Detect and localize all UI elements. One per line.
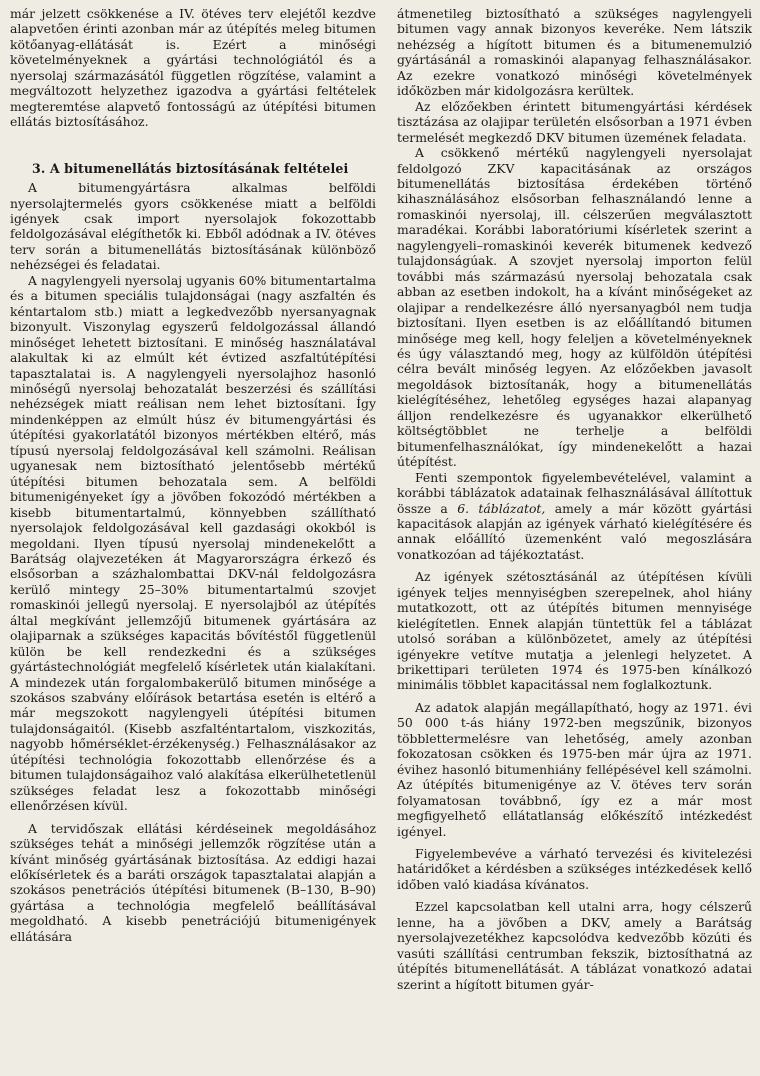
left-column xyxy=(10,6,376,944)
paragraph: A csökkenő mértékű nagylengyeli nyersolajat feldolgozó ZKV kapacitásának az országos bitumenellátás biztosítása érdekében történő kihasználásához elsősorban felhasználandó lenne a romaskinói nyersolaj, ill. célszerűen megválasztott maradékai. Korábbi laboratóriumi kísérletek szerint a nagylengyeli–romaskinói keverék bitumenek kedvező tulajdonságúak. A szovjet nyersolaj importon felül további más származású nyersolaj behozatala csak abban az esetben indokolt, ha a kívánt minőségeket az olajipar a rendelkezésre álló nyersanyagból nem tudja biztosítani. Ilyen esetben is az előállítandó bitumen minősége meg kell, hogy feleljen a követelményeknek és úgy választandó meg, hogy az külföldön útépítési célra bevált minőség legyen. Az előzőekben javasolt megoldások biztosítanák, hogy a bitumenellátás kielégítéséhez, lehetőleg egységes hazai alapanyag álljon rendelkezésre és ugyanakkor elkerülhető költségtöbblet ne terhelje a belföldi bitumenfelhasználókat, így mindenekelőtt a hazai útépítést. xyxy=(397,145,752,470)
intro-paragraph: már jelzett csökkenése a IV. ötéves terv elejétől kezdve alapvetően érinti azonban már az útépítés meleg bitumen kötőanyag-ellátását is. Ezért a minőségi követelményeknek a gyártási technológiától és a nyersolaj származásától független rögzítése, valamint a megváltozott helyzethez igazodva a gyártási feltételek megteremtése alapvető fontosságú az útépítési bitumen ellátás biztosításához. xyxy=(10,6,376,130)
paragraph: A nagylengyeli nyersolaj ugyanis 60% bitumentartalma és a bitumen speciális tulajdonságai (nagy aszfaltén és kéntartalom stb.) miatt a legkedvezőbb nyersanyagnak bizonyult. Viszonylag egyszerű feldolgozással állandó minőséget lehetett biztosítani. E minőség használatával alakultak ki az elmúlt két évtized aszfaltútépítési tapasztalatai is. A nagylengyeli nyersolajhoz hasonló minőségű nyersolaj behozatalát beszerzési és szállítási nehézségek miatt reálisan nem lehet biztosítani. Így mindenképpen az elmúlt húsz év bitumengyártási és útépítési gyakorlatától bizonyos mértékben eltérő, más típusú nyersolaj feldolgozásával kell számolni. Reálisan ugyanesak nem biztosítható jelentősebb mértékű útépítési bitumen behozatala sem. A belföldi bitumenigényeket így a jövőben fokozódó mértékben a kisebb bitumentartalmú, könnyebben szállítható nyersolajok feldolgozásával kell gazdasági okokból is megoldani. Ilyen típusú nyersolaj mindenekelőtt a Barátság olajvezetéken át Magyarországra érkező és elsősorban a százhalombattai DKV-nál feldolgozásra kerülő mintegy 25–30% bitumentartalmú szovjet romaskinói jellegű nyersolaj. E nyersolajból az útépítés által megkívánt jellemzőjű bitumenek gyártására az olajiparnak a szükséges kapacitás bővítéstől függetlenül külön be kell rendezkedni és a szükséges gyártástechnológiát megfelelő kísérletek után kialakítani. A mindezek után forgalombakerülő bitumen minősége a szokásos szabvány előírások betartása esetén is eltérő a már megszokott nagylengyeli útépítési bitumen tulajdonságaitól. (Kisebb aszfalténtartalom, viszkozitás, nagyobb hőmérséklet-érzékenység.) Felhasználásakor az útépítési technológia fokozottabb ellenőrzése és a bitumen tulajdonságaihoz való alakítása elkerülhetetlenül szükséges feladat lesz a fokozottabb minőségi ellenőrzésen kívül. xyxy=(10,272,376,814)
text-span: amely a már között gyártási kapacitások alapján az igények várható kielégítésére és annak előállító üzemenként való megoszlására vonatkozóan ad tájékoztatást. xyxy=(397,500,752,562)
paragraph: átmenetileg biztosítható a szükséges nagylengyeli bitumen vagy annak bizonyos keveréke. Nem látszik nehézség a hígított bitumen és a bitumenemulzió gyártásánál a romaskinói alapanyag felhasználásakor. Az ezekre vonatkozó minőségi követelmények időközben már kidolgozásra kerültek. xyxy=(397,6,752,99)
right-column xyxy=(397,6,752,992)
paragraph-table-reference xyxy=(397,470,752,563)
table-reference: 6. táblázatot, xyxy=(457,500,546,516)
paragraph: Figyelembevéve a várható tervezési és kivitelezési határidőket a kérdésben a szükséges intézkedések kellő időben való kiadása kívánatos. xyxy=(397,846,752,892)
text-span: Fenti szempontok figyelembevételével, valamint a korábbi táblázatok adatainak felhasználásával állítottuk össze a xyxy=(397,469,752,516)
paragraph: Az adatok alapján megállapítható, hogy az 1971. évi 50 000 t-ás hiány 1972-ben megszűnik, bizonyos többlettermelésre van lehetőség, amely azonban fokozatosan csökken és 1975-ben már újra az 1971. évihez hasonló bitumenhiány fellépésével kell számolni. Az útépítés bitumenigénye az V. ötéves terv során folyamatosan továbbnő, így ez a már most megfigyelhető ellátatlanság előkészítő intézkedést igényel. xyxy=(397,699,752,839)
paragraph: Az előzőekben érintett bitumengyártási kérdések tisztázása az olajipar területén elsősorban a 1971 évben termelését megkezdő DKV bitumen üzemének feladata. xyxy=(397,98,752,145)
paragraph: A tervidőszak ellátási kérdéseinek megoldásához szükséges tehát a minőségi jellemzők rögzítése után a kívánt minőség gyártásának biztosítása. Az eddigi hazai előkísérletek és a baráti országok tapasztalatai alapján a szokásos penetrációs útépítési bitumenek (B–130, B–90) gyártása a technológia megfelelő beállításával megoldható. A kisebb penetrációjú bitumenigények ellátására xyxy=(10,820,376,944)
paragraph: A bitumengyártásra alkalmas belföldi nyersolajtermelés gyors csökkenése miatt a belföldi igények csak import nyersolajok fokozottabb feldolgozásával elégíthetők ki. Ebből adódnak a IV. ötéves terv során a bitumenellátás biztosításának különböző nehézségei és feladatai. xyxy=(10,180,376,273)
section-heading: 3. A bitumenellátás biztosításának feltételei xyxy=(32,160,349,176)
paragraph: Ezzel kapcsolatban kell utalni arra, hogy célszerű lenne, ha a jövőben a DKV, amely a Barátság nyersolajvezetékhez kapcsolódva kedvezőbb közúti és vasúti szállítási centrumban fekszik, biztosíthatná az útépítés bitumenellátását. A táblázat vonatkozó adatai szerint a hígított bitumen gyár- xyxy=(397,899,752,992)
paragraph: Az igények szétosztásánál az útépítésen kívüli igények teljes mennyiségben szerepelnek, ahol hiány mutatkozott, ott az útépítés bitumen mennyisége kielégítetlen. Ennek alapján tüntettük fel a táblázat utolsó sorában a különbözetet, amely az útépítési igényekre vetítve mutatja a jelenlegi helyzetet. A brikettipari területen 1974 és 1975-ben kínálkozó minimális többlet kapacitással nem foglalkoztunk. xyxy=(397,569,752,693)
